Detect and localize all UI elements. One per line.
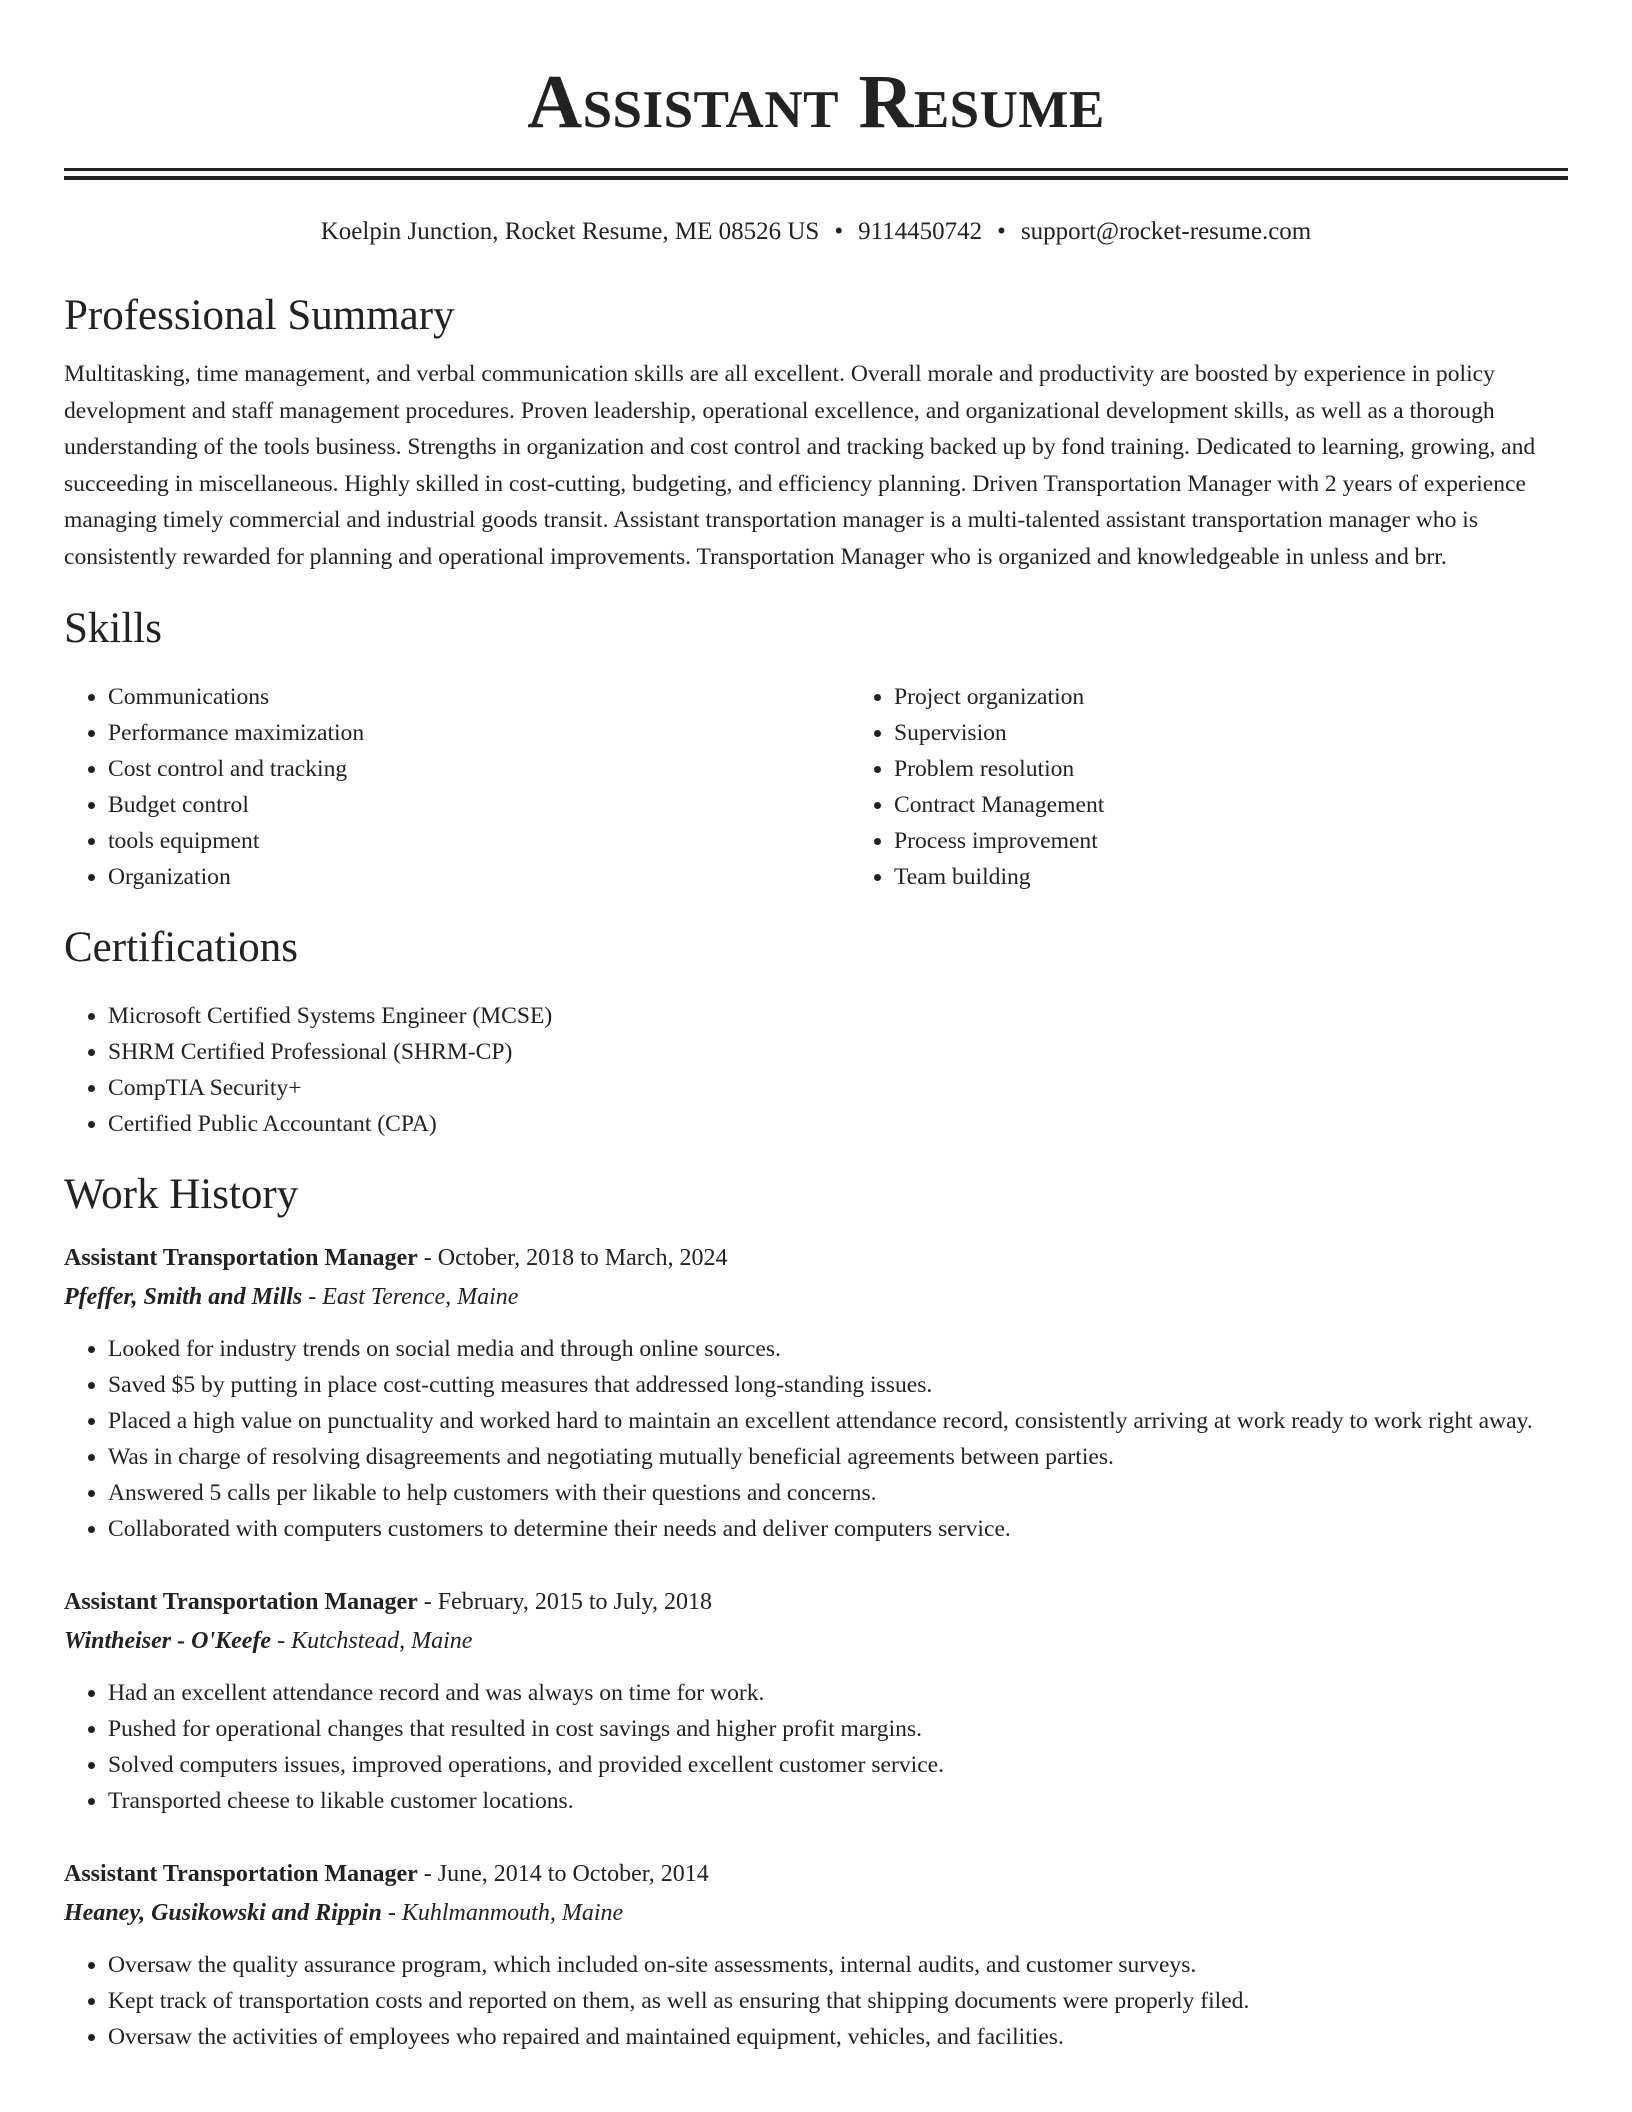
job-duty-item: • Oversaw the activities of employees who repaired and maintained equipment, vehicles, and facilities. (108, 2019, 1568, 2055)
skills-list-right (850, 679, 1104, 895)
certifications-list (64, 998, 1568, 1142)
job-location: East Terence, Maine (322, 1284, 519, 1310)
job-role: Assistant Transportation Manager (64, 1861, 418, 1887)
resume-title: Assistant Resume (527, 60, 1105, 144)
job-company: Heaney, Gusikowski and Rippin (64, 1900, 382, 1926)
work-history-heading: Work History (64, 1171, 299, 1218)
job-duty-item: • Solved computers issues, improved operations, and provided excellent customer service. (108, 1747, 1568, 1783)
certification-item: • CompTIA Security+ (108, 1070, 1568, 1106)
contact-separator: • (997, 218, 1006, 245)
job-dash: - (302, 1284, 323, 1310)
job-duty-item: • Looked for industry trends on social media and through online sources. (108, 1331, 1568, 1367)
job-company: Wintheiser - O'Keefe (64, 1628, 272, 1654)
job-duty-item: • Saved $5 by putting in place cost-cutting measures that addressed long-standing issues. (108, 1367, 1568, 1403)
job-dash: - (417, 1589, 438, 1615)
skill-item: • Supervision (894, 715, 1104, 751)
job-title-line (64, 1583, 1568, 1622)
job-duty-item: • Answered 5 calls per likable to help customers with their questions and concerns. (108, 1475, 1568, 1511)
skill-item: • Project organization (894, 679, 1104, 715)
job-dash: - (381, 1900, 402, 1926)
job-company-line (64, 1622, 1568, 1661)
job-location: Kuhlmanmouth, Maine (401, 1900, 624, 1926)
skill-item: • Process improvement (894, 823, 1104, 859)
summary-text: Multitasking, time management, and verbal communication skills are all excellent. Overall morale and productivity are boosted by experience in policy development and staff management procedures. Proven leadership, operational excellence, and organizational development skills, as well as a thorough understanding of the tools business. Strengths in organization and cost control and tracking backed up by fond training. Dedicated to learning, growing, and succeeding in miscellaneous. Highly skilled in cost-cutting, budgeting, and efficiency planning. Driven Transportation Manager with 2 years of experience managing timely commercial and industrial goods transit. Assistant transportation manager is a multi-talented assistant transportation manager who is consistently rewarded for planning and operational improvements. Transportation Manager who is organized and knowledgeable in unless and brr. (64, 361, 1536, 570)
job-title-line (64, 1855, 1568, 1894)
job-entry (64, 1855, 1568, 2055)
job-company-line (64, 1894, 1568, 1933)
skill-item: • Contract Management (894, 787, 1104, 823)
job-duties-list (64, 1331, 1568, 1547)
certification-item: • SHRM Certified Professional (SHRM-CP) (108, 1034, 1568, 1070)
skill-item: • Budget control (108, 787, 850, 823)
job-title-line (64, 1239, 1568, 1278)
contact-line (64, 214, 1568, 250)
job-location: Kutchstead, Maine (291, 1628, 473, 1654)
job-dash: - (417, 1245, 438, 1271)
job-duties-list (64, 1675, 1568, 1819)
skill-item: • Problem resolution (894, 751, 1104, 787)
job-duties-list (64, 1947, 1568, 2055)
job-entry (64, 1583, 1568, 1819)
certification-item: • Certified Public Accountant (CPA) (108, 1106, 1568, 1142)
job-role: Assistant Transportation Manager (64, 1589, 418, 1615)
job-role: Assistant Transportation Manager (64, 1245, 418, 1271)
skill-item: • Organization (108, 859, 850, 895)
skill-item: • Performance maximization (108, 715, 850, 751)
job-company: Pfeffer, Smith and Mills (64, 1284, 303, 1310)
skill-item: • Team building (894, 859, 1104, 895)
skill-item: • Communications (108, 679, 850, 715)
job-entry (64, 1239, 1568, 1547)
job-dates: October, 2018 to March, 2024 (437, 1245, 728, 1271)
title-rule-top (64, 168, 1568, 171)
contact-address: Koelpin Junction, Rocket Resume, ME 08526 US (320, 218, 820, 245)
resume-content (64, 0, 1568, 2055)
job-dash: - (271, 1628, 292, 1654)
job-duty-item: • Was in charge of resolving disagreements and negotiating mutually beneficial agreements between parties. (108, 1439, 1568, 1475)
job-dates: June, 2014 to October, 2014 (437, 1861, 709, 1887)
job-duty-item: • Placed a high value on punctuality and worked hard to maintain an excellent attendance record, consistently arriving at work ready to work right away. (108, 1403, 1568, 1439)
job-company-line (64, 1278, 1568, 1317)
skills-list-left (64, 679, 850, 895)
contact-email: support@rocket-resume.com (1020, 218, 1312, 245)
job-duty-item: • Collaborated with computers customers to determine their needs and deliver computers service. (108, 1511, 1568, 1547)
job-duty-item: • Oversaw the quality assurance program, which included on-site assessments, internal audits, and customer surveys. (108, 1947, 1568, 1983)
skills-heading: Skills (64, 605, 162, 652)
skill-item: • tools equipment (108, 823, 850, 859)
contact-separator: • (834, 218, 844, 245)
certifications-heading: Certifications (64, 924, 299, 971)
job-dates: February, 2015 to July, 2018 (437, 1589, 712, 1615)
job-duty-item: • Kept track of transportation costs and reported on them, as well as ensuring that shipping documents were properly filed. (108, 1983, 1568, 2019)
job-duty-item: • Transported cheese to likable customer locations. (108, 1783, 1568, 1819)
certification-item: • Microsoft Certified Systems Engineer (MCSE) (108, 998, 1568, 1034)
contact-phone: 9114450742 (858, 218, 983, 245)
summary-heading: Professional Summary (64, 292, 455, 339)
title-rule-bottom (64, 176, 1568, 180)
skills-grid (64, 679, 1568, 895)
skill-item: • Cost control and tracking (108, 751, 850, 787)
job-duty-item: • Pushed for operational changes that resulted in cost savings and higher profit margins. (108, 1711, 1568, 1747)
job-duty-item: • Had an excellent attendance record and was always on time for work. (108, 1675, 1568, 1711)
job-dash: - (417, 1861, 438, 1887)
